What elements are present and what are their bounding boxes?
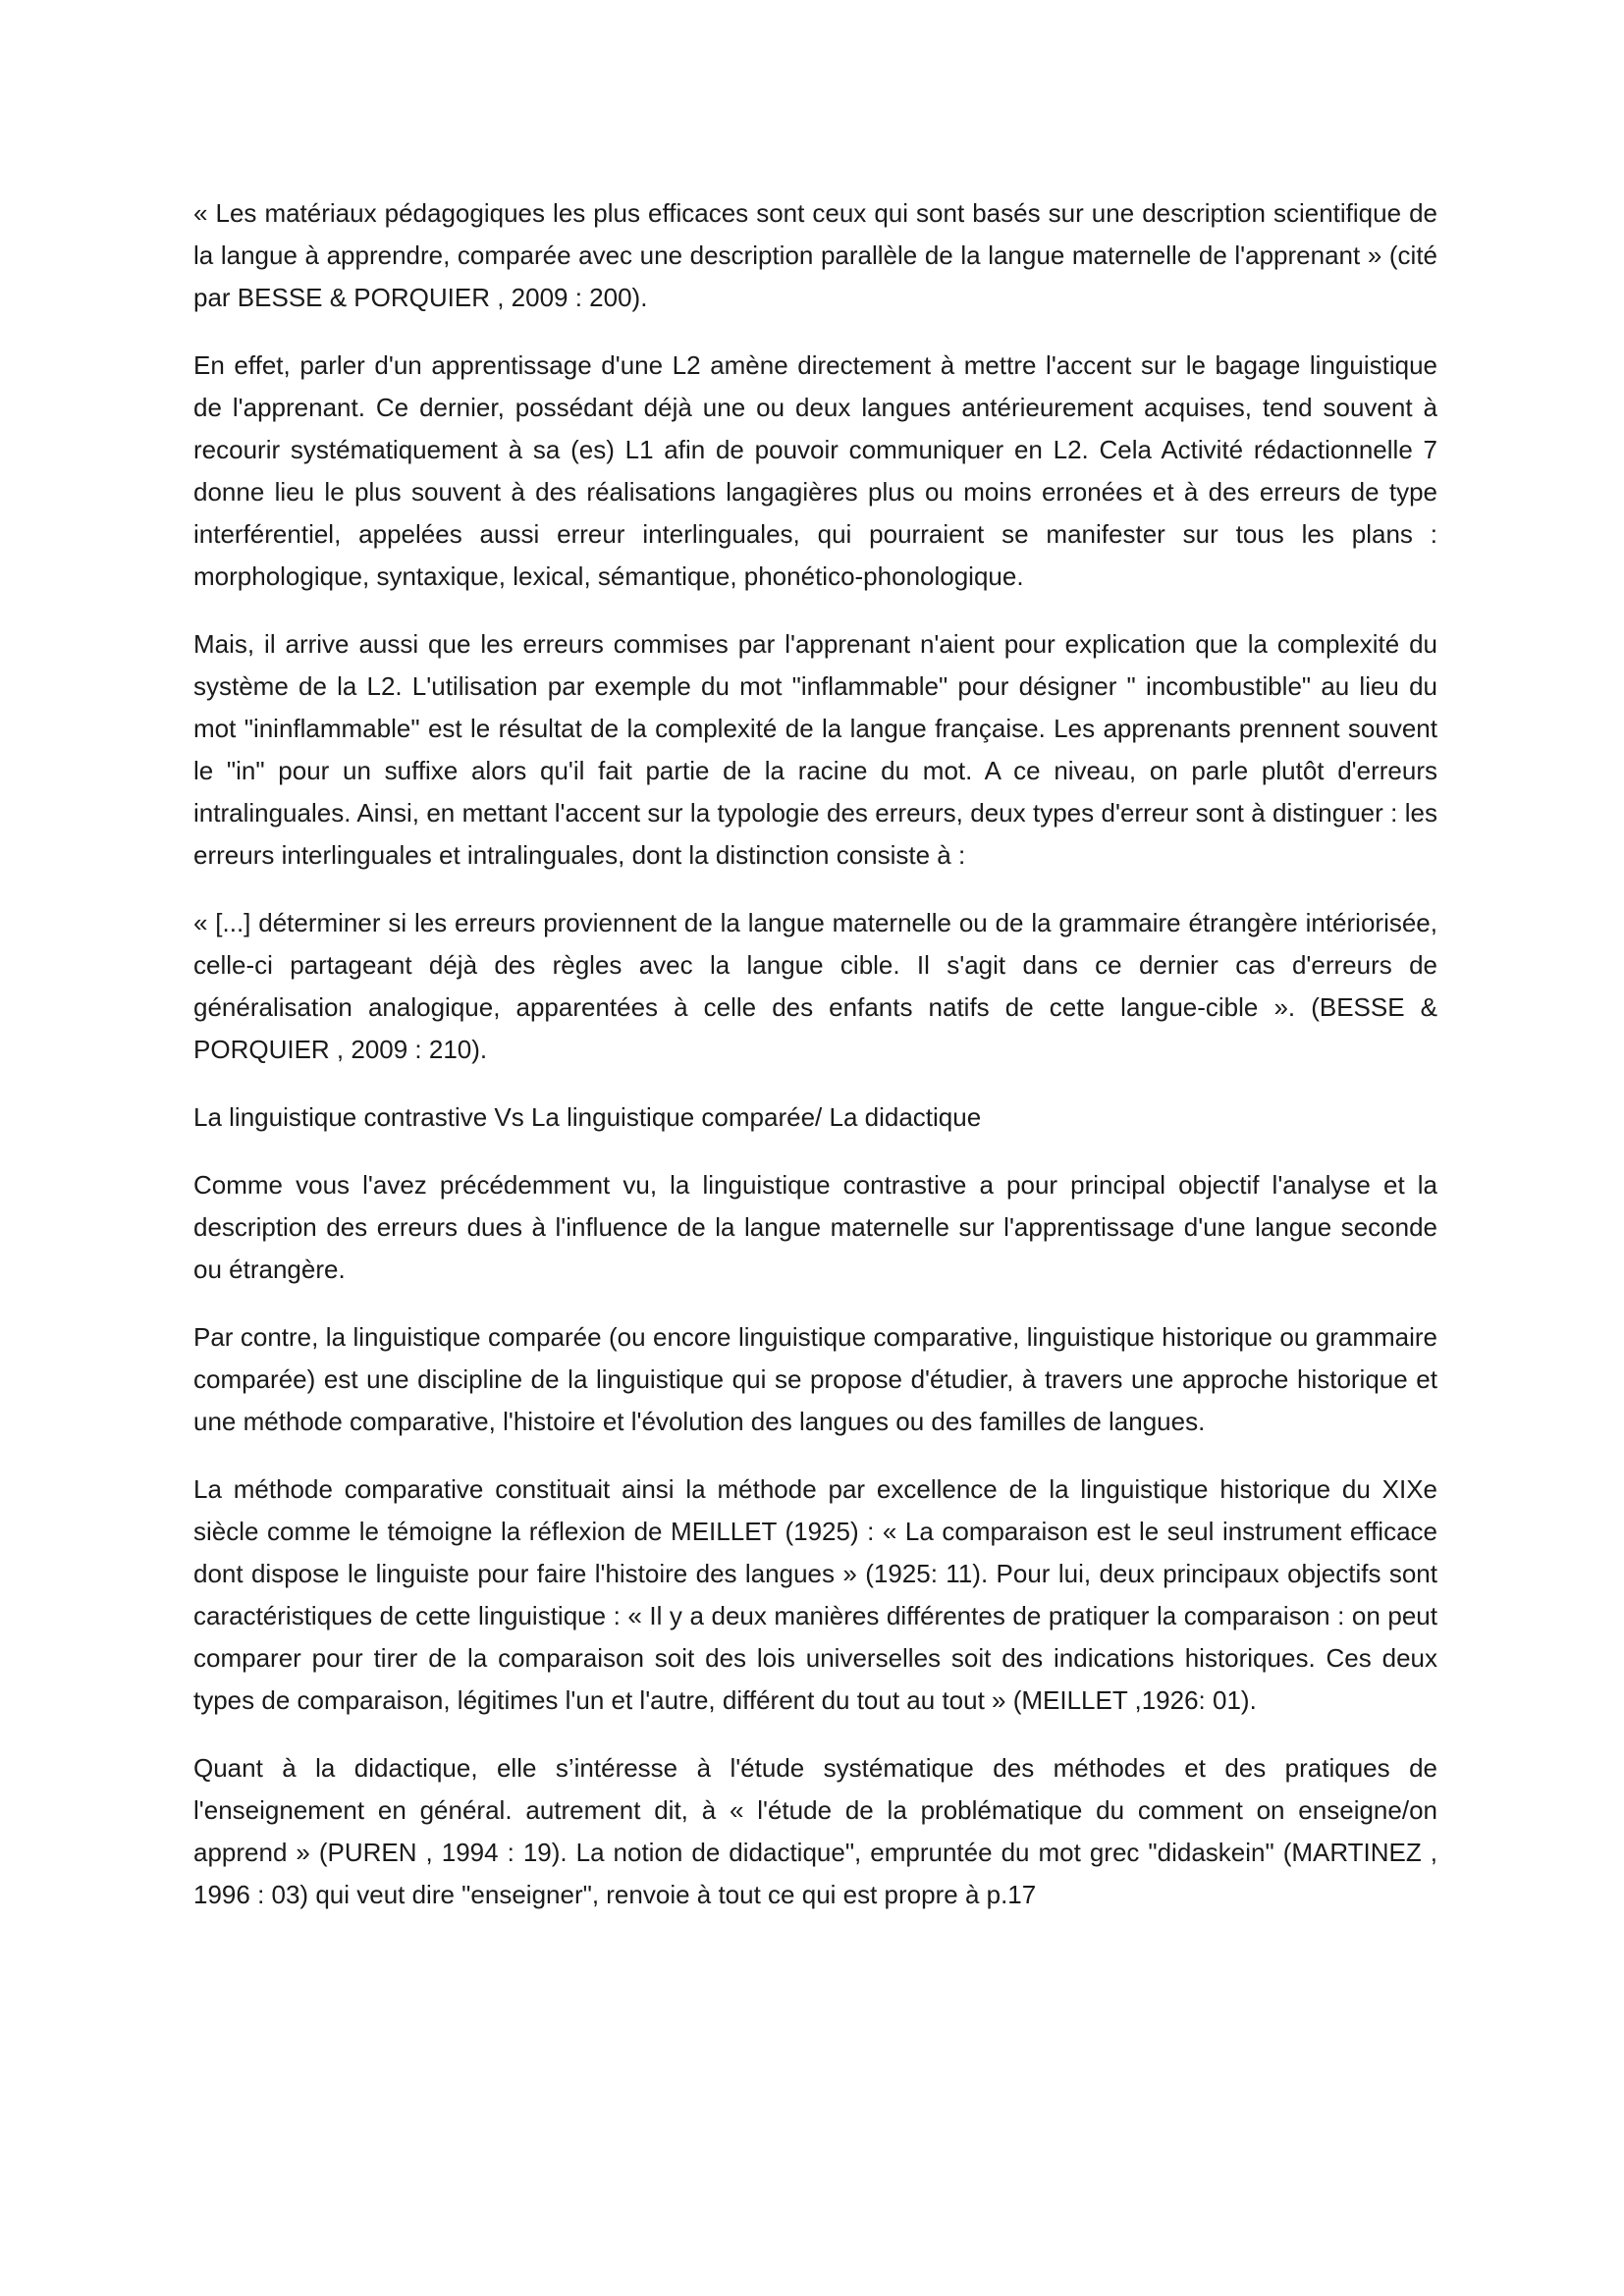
paragraph-intralingual-errors: Mais, il arrive aussi que les erreurs commises par l'apprenant n'aient pour explication que la complexité du système de la L2. L'utilisation par exemple du mot "inflammable" pour désigner " incombustible" au lieu du mot "ininflammable" est le résultat de la complexité de la langue française. Les apprenants prennent souvent le "in" pour un suffixe alors qu'il fait partie de la racine du mot. A ce niveau, on parle plutôt d'erreurs intralinguales. Ainsi, en mettant l'accent sur la typologie des erreurs, deux types d'erreur sont à distinguer : les erreurs interlinguales et intralinguales, dont la distinction consiste à :	[193, 629, 1437, 870]
paragraph-comparative-linguistics: Par contre, la linguistique comparée (ou encore linguistique comparative, linguistique historique ou grammaire comparée) est une discipline de la linguistique qui se propose d'étudier, à travers une approche historique et une méthode comparative, l'histoire et l'évolution des langues ou des familles de langues.	[193, 1322, 1437, 1436]
paragraph-contrastive-linguistics: Comme vous l'avez précédemment vu, la linguistique contrastive a pour principal objectif l'analyse et la description des erreurs dues à l'influence de la langue maternelle sur l'apprentissage d'une langue seconde ou étrangère.	[193, 1170, 1437, 1284]
paragraph-comparative-method: La méthode comparative constituait ainsi la méthode par excellence de la linguistique historique du XIXe siècle comme le témoigne la réflexion de MEILLET (1925) : « La comparaison est le seul instrument efficace dont dispose le linguiste pour faire l'histoire des langues » (1925: 11). Pour lui, deux principaux objectifs sont caractéristiques de cette linguistique : « Il y a deux manières différentes de pratiquer la comparaison : on peut comparer pour tirer de la comparaison soit des lois universelles soit des indications historiques. Ces deux types de comparaison, légitimes l'un et l'autre, différent du tout au tout » (MEILLET ,1926: 01).	[193, 1474, 1437, 1715]
section-heading: La linguistique contrastive Vs La linguistique comparée/ La didactique	[193, 1102, 982, 1132]
paragraph-l2-learning: En effet, parler d'un apprentissage d'une L2 amène directement à mettre l'accent sur le bagage linguistique de l'apprenant. Ce dernier, possédant déjà une ou deux langues antérieurement acquises, tend souvent à recourir systématiquement à sa (es) L1 afin de pouvoir communiquer en L2. Cela Activité rédactionnelle 7 donne lieu le plus souvent à des réalisations langagières plus ou moins erronées et à des erreurs de type interférentiel, appelées aussi erreur interlinguales, qui pourraient se manifester sur tous les plans : morphologique, syntaxique, lexical, sémantique, phonético-phonologique.	[193, 350, 1437, 591]
quote-paragraph-besse-porquier: « Les matériaux pédagogiques les plus efficaces sont ceux qui sont basés sur une description scientifique de la langue à apprendre, comparée avec une description parallèle de la langue maternelle de l'apprenant » (cité par BESSE & PORQUIER , 2009 : 200).	[193, 198, 1437, 312]
paragraph-didactics: Quant à la didactique, elle s’intéresse à l'étude systématique des méthodes et des pratiques de l'enseignement en général. autrement dit, à « l'étude de la problématique du comment on enseigne/on apprend » (PUREN , 1994 : 19). La notion de didactique", empruntée du mot grec "didaskein" (MARTINEZ , 1996 : 03) qui veut dire "enseigner", renvoie à tout ce qui est propre à p.17	[193, 1753, 1437, 1909]
document-body	[193, 192, 1437, 1942]
quote-paragraph-error-distinction: « [...] déterminer si les erreurs proviennent de la langue maternelle ou de la grammaire étrangère intériorisée, celle-ci partageant déjà des règles avec la langue cible. Il s'agit dans ce dernier cas d'erreurs de généralisation analogique, apparentées à celle des enfants natifs de cette langue-cible ». (BESSE & PORQUIER , 2009 : 210).	[193, 908, 1437, 1064]
